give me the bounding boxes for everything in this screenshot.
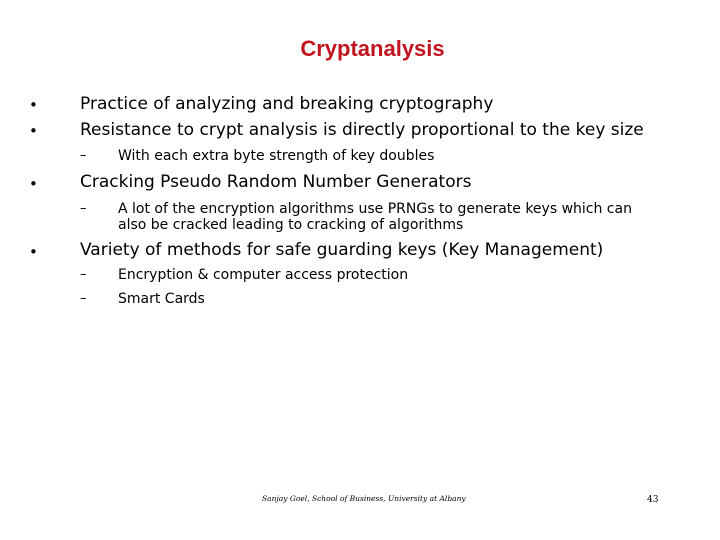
sub-bullet-text: Smart Cards [118, 291, 205, 307]
dash-icon: – [80, 267, 87, 282]
page-number: 43 [647, 495, 659, 505]
bullet-icon: • [29, 243, 38, 261]
dash-icon: – [80, 201, 87, 216]
dash-icon: – [80, 291, 87, 306]
bullet-text: Practice of analyzing and breaking cryptography [80, 94, 494, 114]
bullet-icon: • [29, 122, 38, 140]
sub-bullet-text: A lot of the encryption algorithms use PRNGs to generate keys which can [118, 201, 632, 217]
slide-title: Cryptanalysis [300, 36, 445, 61]
dash-icon: – [80, 148, 87, 163]
bullet-icon: • [29, 96, 38, 114]
sub-bullet-text: With each extra byte strength of key doubles [118, 148, 435, 164]
bullet-text: Resistance to crypt analysis is directly proportional to the key size [80, 120, 644, 140]
bullet-text: Variety of methods for safe guarding keys (Key Management) [80, 240, 604, 260]
sub-bullet-text: Encryption & computer access protection [118, 267, 409, 283]
sub-bullet-text: also be cracked leading to cracking of algorithms [118, 217, 464, 233]
bullet-icon: • [29, 175, 38, 193]
bullet-text: Cracking Pseudo Random Number Generators [80, 172, 472, 192]
footer-credit: Sanjay Goel, School of Business, University at Albany [262, 494, 466, 503]
